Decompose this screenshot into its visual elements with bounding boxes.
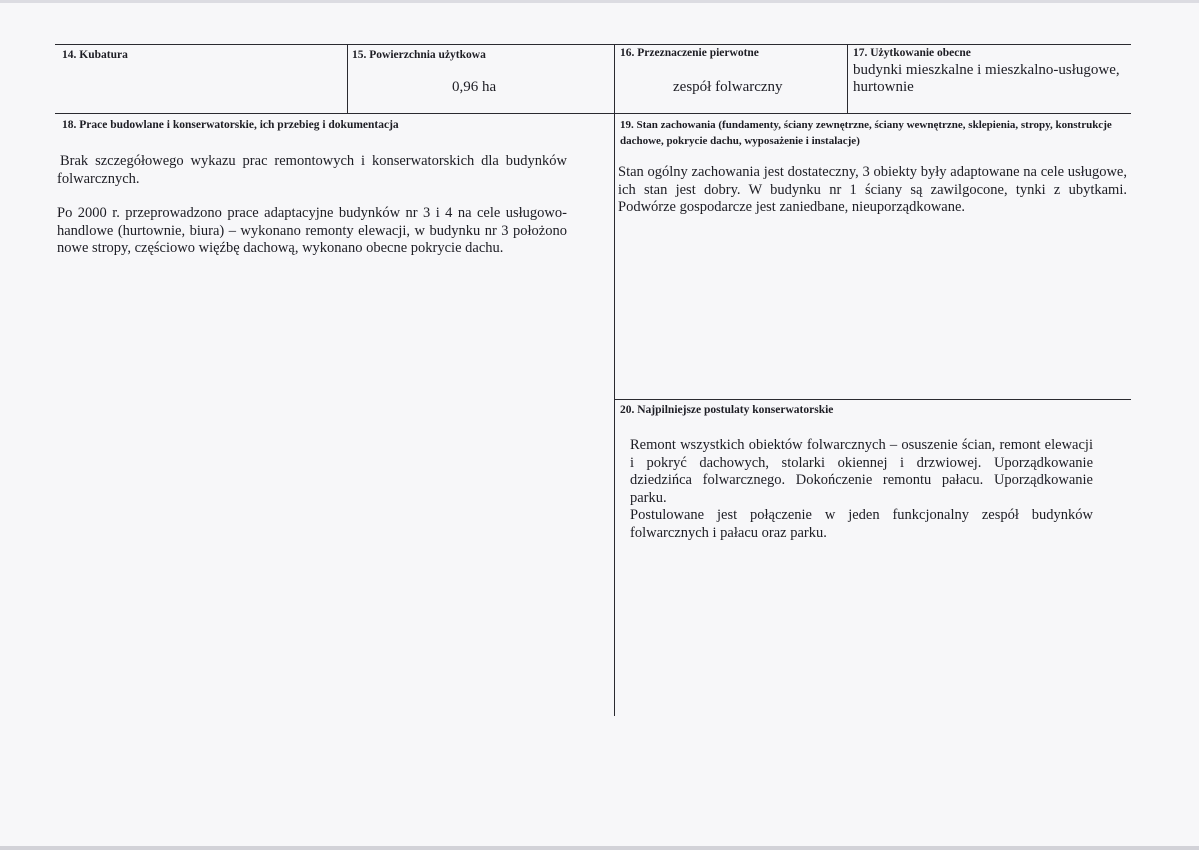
- section-19-label: 19. Stan zachowania (fundamenty, ściany zewnętrzne, ściany wewnętrzne, sklepienia, stropy, konstrukcje dachowe, pokrycie dachu, wyposażenie i instalacje): [620, 119, 1112, 147]
- section-19-paragraph: Stan ogólny zachowania jest dostateczny, 3 obiekty były adaptowane na cele usługowe, ich stan jest dobry. W budynku nr 1 ściany są zawilgocone, tynki z ubytkami. Podwórze gospodarcze jest zaniedbane, nieuporządkowane.: [618, 164, 1127, 215]
- section20-top-rule: [614, 399, 1131, 400]
- section-20-text: [630, 437, 1093, 542]
- page-edge-top: [0, 0, 1199, 3]
- header-bottom-rule: [55, 113, 1131, 114]
- section-18-paragraph: Brak szczegółowego wykazu prac remontowych i konserwatorskich dla budynków folwarcznych.: [57, 153, 567, 187]
- section-20-label: 20. Najpilniejsze postulaty konserwatorskie: [620, 404, 834, 416]
- page-edge-bottom: [0, 846, 1199, 850]
- section-18-text: [57, 153, 567, 258]
- field-15-value: 0,96 ha: [452, 79, 497, 95]
- field-16-label: 16. Przeznaczenie pierwotne: [620, 47, 759, 59]
- section-19-text: [618, 164, 1127, 217]
- section-18-label: 18. Prace budowlane i konserwatorskie, ich przebieg i dokumentacja: [62, 119, 399, 131]
- section-20-paragraph: Remont wszystkich obiektów folwarcznych – osuszenie ścian, remont elewacji i pokryć dachowych, stolarki okiennej i drzwiowej. Uporządkowanie dziedzińca folwarcznego. Dokończenie remontu pałacu. Uporządkowanie parku.: [630, 437, 1093, 506]
- divider-16-17: [847, 44, 848, 113]
- field-15-label: 15. Powierzchnia użytkowa: [352, 49, 486, 61]
- top-rule: [55, 44, 1131, 45]
- section-20-paragraph: Postulowane jest połączenie w jeden funkcjonalny zespół budynków folwarcznych i pałacu oraz parku.: [630, 507, 1093, 541]
- center-divider: [614, 44, 615, 716]
- field-17-label: 17. Użytkowanie obecne: [853, 47, 971, 59]
- field-16-value: zespół folwarczny: [673, 79, 783, 95]
- field-14-label: 14. Kubatura: [62, 49, 128, 61]
- section-18-paragraph: Po 2000 r. przeprowadzono prace adaptacyjne budynków nr 3 i 4 na cele usługowo-handlowe (hurtownie, biura) – wykonano remonty elewacji, w budynku nr 3 położono nowe stropy, częściowo więźbę dachową, wykonano obecne pokrycie dachu.: [57, 205, 567, 256]
- field-17-value: budynki mieszkalne i mieszkalno-usługowe, hurtownie: [853, 62, 1120, 95]
- divider-14-15: [347, 44, 348, 113]
